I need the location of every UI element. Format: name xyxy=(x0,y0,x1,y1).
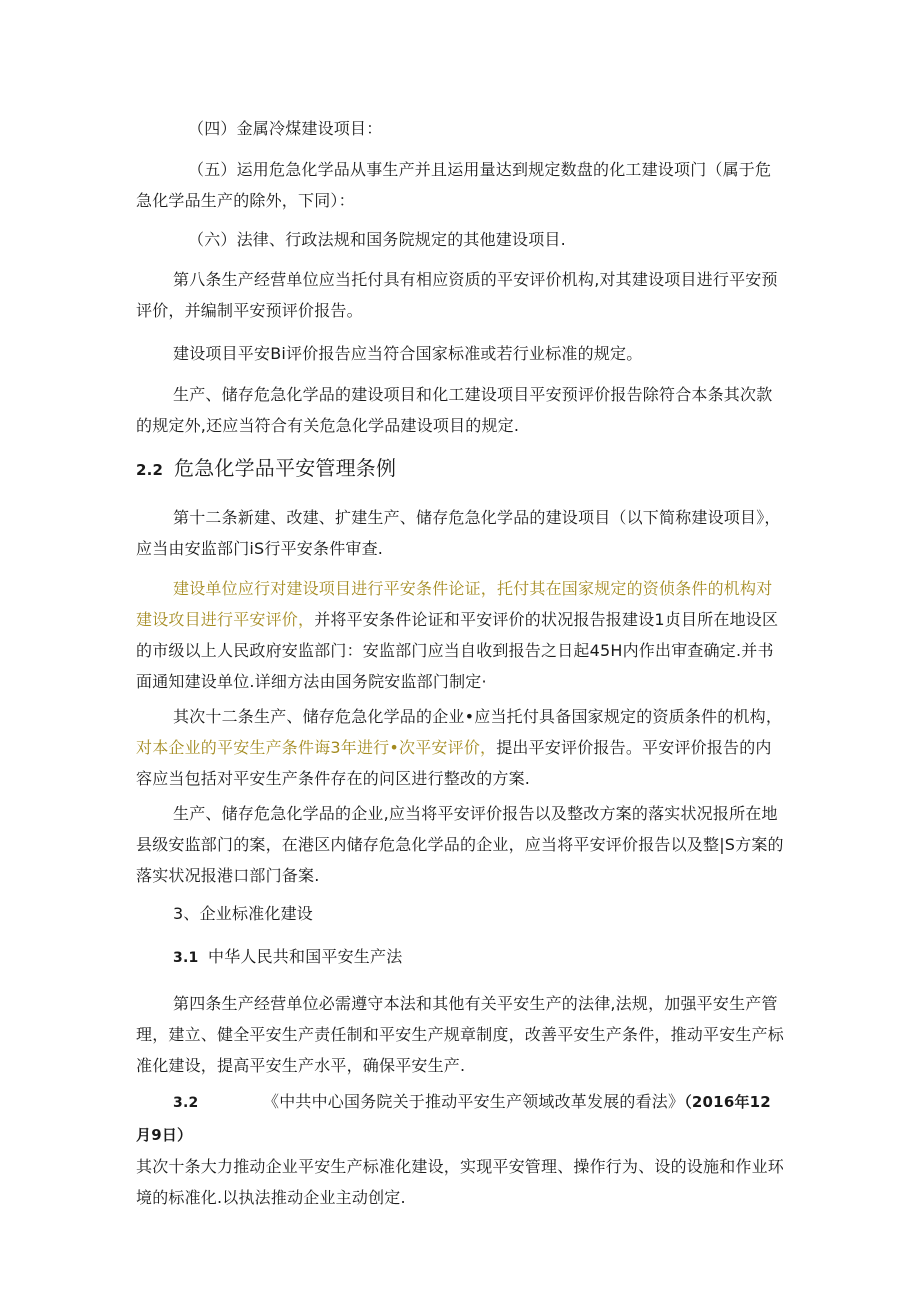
section-number: 2.2 xyxy=(136,461,164,479)
section-heading-2-2 xyxy=(136,453,784,485)
section-heading-3-1 xyxy=(136,941,784,974)
paragraph-text: 其次十二条生产、储存危急化学品的企业•应当托付具备国家规定的资质条件的机构， xyxy=(173,707,783,726)
highlighted-text: 建设单位应行对建设项目进行平安条件论证，托付其在国家规定的资侦条件的机构对建设攻目进行平安评价， xyxy=(136,579,773,629)
section-number: 3.1 xyxy=(173,950,199,966)
paragraph-hazardous-construction: 生产、储存危急化学品的建设项目和化工建设项目平安预评价报告除符合本条其次款的规定外,还应当符合有关危急化学品建设项目的规定. xyxy=(136,385,773,435)
section-heading-3: 3、企业标准化建设 xyxy=(173,904,313,923)
list-item-5: （五）运用危急化学品从事生产并且运用量达到规定数盘的化工建设项门（属于危急化学品生产的除外，下同）： xyxy=(136,160,772,210)
paragraph-pre-evaluation-standard: 建设项目平安Bi评价报告应当符合国家标准或若行业标准的规定。 xyxy=(173,344,643,363)
list-item-4: （四）金属冷煤建设项目： xyxy=(188,119,383,138)
paragraph-article-20: 其次十条大力推动企业平安生产标准化建设，实现平安管理、操作行为、设的设施和作业环境的标准化.以执法推动企业主动创定. xyxy=(136,1157,785,1207)
section-number: 3.2 xyxy=(173,1095,199,1111)
list-item-6: （六）法律、行政法规和国务院规定的其他建设项目. xyxy=(188,230,566,249)
paragraph-article-22 xyxy=(136,701,784,794)
section-title: 中华人民共和国平安生产法 xyxy=(208,947,403,966)
section-date: （2016年12月9日） xyxy=(136,1093,771,1144)
paragraph-filing: 生产、储存危急化学品的企业,应当将平安评价报告以及整改方案的落实状况报所在地县级安监部门的案，在港区内储存危急化学品的企业，应当将平安评价报告以及整|S方案的落实状况报港口部门备案. xyxy=(136,804,784,885)
section-title: 《中共中心国务院关于推动平安生产领域改革发展的看法》 xyxy=(263,1092,685,1111)
section-title: 危急化学品平安管理条例 xyxy=(174,456,397,480)
paragraph-text: 提出平安评价报告。平安评价报告的内容应当包括对平安生产条件存在的问区进行整改的方案. xyxy=(136,738,772,788)
paragraph-article-8: 第八条生产经营单位应当托付具有相应资质的平安评价机构,对其建设项目进行平安预评价，并编制平安预评价报告。 xyxy=(136,270,778,320)
paragraph-article-12: 第十二条新建、改建、扩建生产、储存危急化学品的建设项目（以下简称建设项目》，应当由安监部门iS行平安条件审查. xyxy=(136,508,781,558)
highlighted-text: 对本企业的平安生产条件诲3年进行•次平安评价， xyxy=(136,738,497,757)
section-heading-3-2 xyxy=(136,1086,784,1213)
paragraph-text: 并将平安条件论证和平安评价的状况报告报建设1贞目所在地设区的市级以上人民政府安监部门：安监部门应当自收到报告之日起45H内作出审查确定.并书面通知建设单位.详细方法由国务院安监部门制定· xyxy=(136,610,779,691)
paragraph-construction-unit xyxy=(136,573,784,697)
paragraph-article-4: 第四条生产经营单位必需遵守本法和其他有关平安生产的法律,法规，加强平安生产管理，建立、健全平安生产责任制和平安生产规章制度，改善平安生产条件，推动平安生产标准化建设，提高平安生产水平，确保平安生产. xyxy=(136,994,785,1075)
